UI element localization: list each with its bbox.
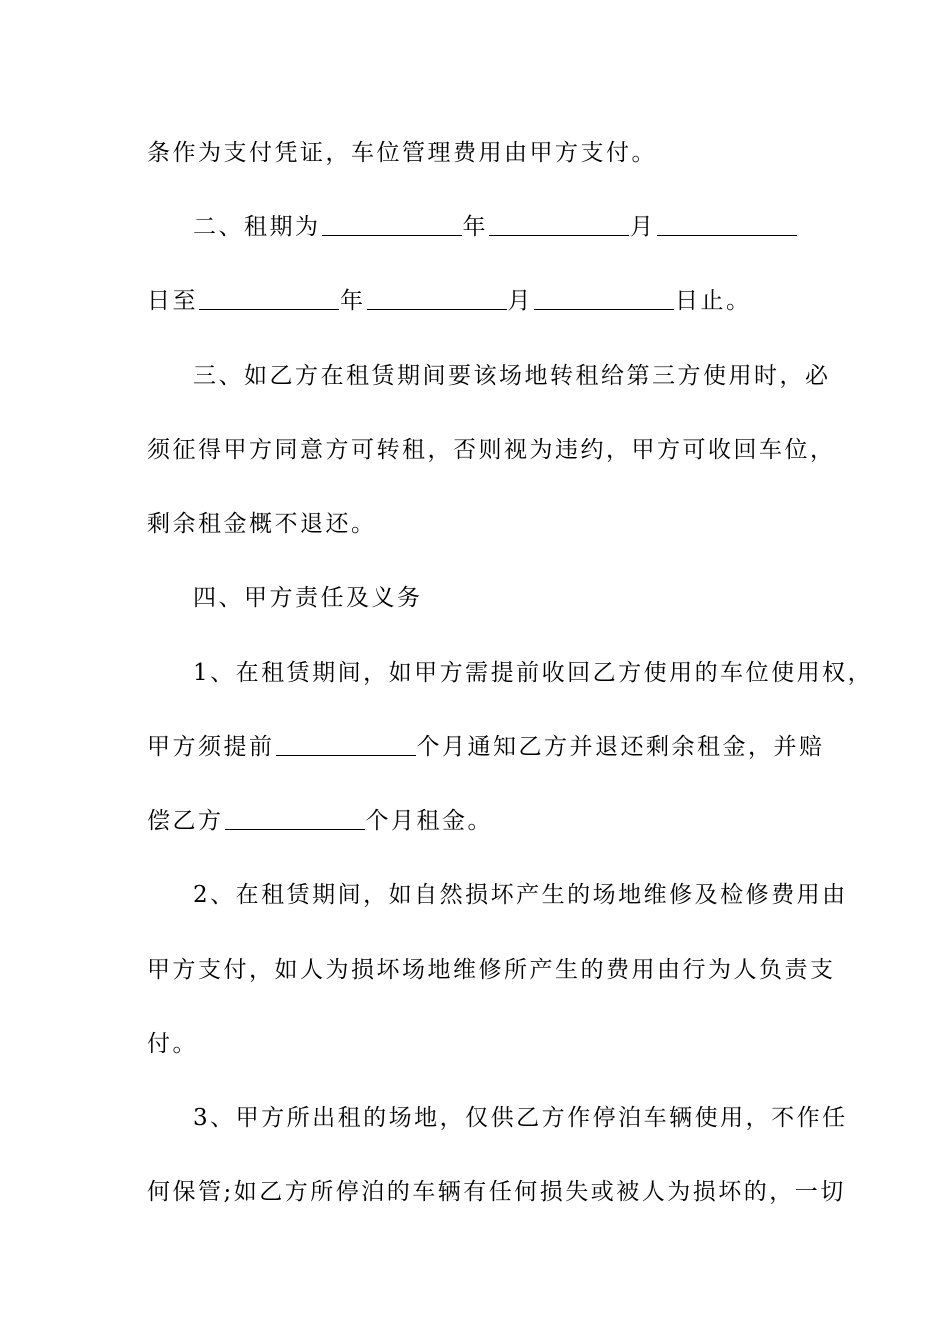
paragraph-line: 何保管;如乙方所停泊的车辆有任何损失或被人为损坏的，一切 xyxy=(147,1179,846,1205)
paragraph-line: 甲方支付，如人为损坏场地维修所产生的费用由行为人负责支 xyxy=(147,957,836,983)
paragraph-line: 2、在租赁期间，如自然损坏产生的场地维修及检修费用由 xyxy=(193,882,848,908)
paragraph-line: 1、在租赁期间，如甲方需提前收回乙方使用的车位使用权， xyxy=(193,660,874,686)
paragraph-line: 剩余租金概不退还。 xyxy=(147,511,377,537)
year-label: 年 xyxy=(340,288,366,314)
blank-field xyxy=(367,283,507,310)
end-label: 日止。 xyxy=(675,288,752,314)
notice-line xyxy=(147,727,827,767)
paragraph-line: 条作为支付凭证，车位管理费用由甲方支付。 xyxy=(147,140,657,166)
paragraph-line: 3、甲方所出租的场地，仅供乙方作停泊车辆使用，不作任 xyxy=(193,1105,848,1131)
blank-field xyxy=(276,729,416,756)
month-label: 月 xyxy=(630,214,656,240)
notice-prefix: 甲方须提前 xyxy=(147,734,275,760)
blank-field xyxy=(225,803,365,830)
paragraph-line: 付。 xyxy=(147,1031,198,1057)
month-label: 月 xyxy=(507,288,533,314)
lease-term-end-line xyxy=(147,281,827,321)
day-to-label: 日至 xyxy=(147,288,198,314)
year-label: 年 xyxy=(462,214,488,240)
blank-field xyxy=(534,283,674,310)
section-heading: 四、甲方责任及义务 xyxy=(193,585,423,611)
paragraph-line: 三、如乙方在租赁期间要该场地转租给第三方使用时，必 xyxy=(193,363,831,389)
compensation-suffix: 个月租金。 xyxy=(365,808,493,834)
blank-field xyxy=(322,209,462,236)
compensation-prefix: 偿乙方 xyxy=(147,808,224,834)
blank-field xyxy=(489,209,629,236)
notice-suffix: 个月通知乙方并退还剩余租金，并赔 xyxy=(416,734,825,760)
lease-term-prefix: 二、租期为 xyxy=(193,214,321,240)
blank-field xyxy=(657,209,797,236)
compensation-line xyxy=(147,801,827,841)
blank-field xyxy=(199,283,339,310)
lease-term-line xyxy=(193,207,873,247)
paragraph-line: 须征得甲方同意方可转租，否则视为违约，甲方可收回车位， xyxy=(147,437,836,463)
